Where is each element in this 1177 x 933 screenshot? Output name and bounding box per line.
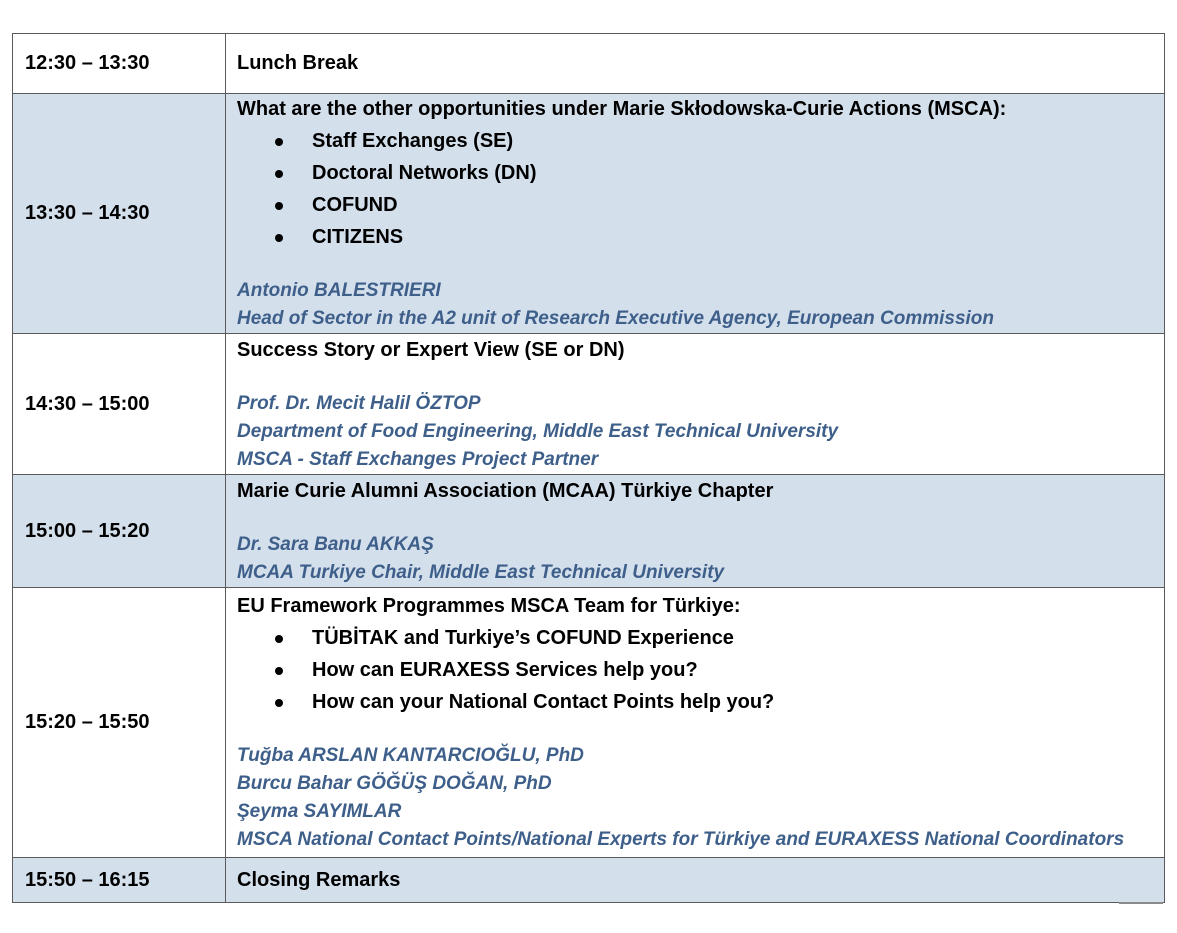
- topic-label: Staff Exchanges (SE): [312, 130, 514, 152]
- agenda-row: [13, 588, 1165, 858]
- speaker-role: MSCA - Staff Exchanges Project Partner: [237, 448, 599, 470]
- topic-label: How can EURAXESS Services help you?: [312, 659, 698, 681]
- agenda-row: [13, 34, 1165, 94]
- time-slot: 15:50 – 16:15: [13, 858, 226, 903]
- session-cell: [226, 858, 1165, 903]
- speaker-name: Antonio BALESTRIERI: [237, 280, 441, 301]
- bullet-icon: [275, 234, 283, 242]
- topic-item: [237, 157, 1164, 189]
- session-title: Marie Curie Alumni Association (MCAA) Türkiye Chapter: [237, 479, 774, 502]
- agenda-row: [13, 475, 1165, 588]
- time-slot: 14:30 – 15:00: [13, 334, 226, 475]
- session-topics: [237, 125, 1164, 253]
- agenda-row: [13, 94, 1165, 334]
- bullet-icon: [275, 699, 283, 707]
- speaker-name: Şeyma SAYIMLAR: [237, 801, 402, 822]
- speaker-name: Dr. Sara Banu AKKAŞ: [237, 533, 434, 555]
- speaker-name: Prof. Dr. Mecit Halil ÖZTOP: [237, 392, 481, 414]
- speaker-affiliation: Head of Sector in the A2 unit of Research Executive Agency, European Commission: [237, 308, 995, 329]
- session-title: Lunch Break: [237, 52, 359, 74]
- agenda-row: [13, 334, 1165, 475]
- topic-item: [237, 189, 1164, 221]
- topic-item: [237, 221, 1164, 253]
- time-slot: 13:30 – 14:30: [13, 94, 226, 334]
- speaker-affiliation: Department of Food Engineering, Middle East Technical University: [237, 420, 839, 442]
- speaker-affiliation: MSCA National Contact Points/National Experts for Türkiye and EURAXESS National Coordinators: [237, 829, 1125, 850]
- time-slot: 15:20 – 15:50: [13, 588, 226, 858]
- bullet-icon: [275, 202, 283, 210]
- topic-item: [237, 654, 1164, 686]
- bullet-icon: [275, 138, 283, 146]
- bullet-icon: [275, 635, 283, 643]
- speaker-affiliation: MCAA Turkiye Chair, Middle East Technical University: [237, 561, 725, 583]
- speaker-name: Burcu Bahar GÖĞÜŞ DOĞAN, PhD: [237, 773, 552, 794]
- session-cell: [226, 34, 1165, 94]
- session-title: EU Framework Programmes MSCA Team for Türkiye:: [237, 595, 741, 617]
- session-title: What are the other opportunities under Marie Skłodowska-Curie Actions (MSCA):: [237, 98, 1007, 120]
- time-slot: 15:00 – 15:20: [13, 475, 226, 588]
- session-cell: [226, 94, 1165, 334]
- topic-label: TÜBİTAK and Turkiye’s COFUND Experience: [312, 627, 734, 649]
- session-topics: [237, 622, 1164, 718]
- topic-item: [237, 686, 1164, 718]
- session-title: Success Story or Expert View (SE or DN): [237, 338, 625, 361]
- bullet-icon: [275, 667, 283, 675]
- topic-item: [237, 622, 1164, 654]
- topic-label: COFUND: [312, 194, 398, 216]
- topic-label: Doctoral Networks (DN): [312, 162, 537, 184]
- speaker-name: Tuğba ARSLAN KANTARCIOĞLU, PhD: [237, 745, 584, 766]
- topic-item: [237, 125, 1164, 157]
- session-cell: [226, 334, 1165, 475]
- agenda-row: [13, 858, 1165, 903]
- agenda-table: [12, 33, 1165, 903]
- session-title: Closing Remarks: [237, 868, 401, 891]
- bullet-icon: [275, 170, 283, 178]
- session-cell: [226, 588, 1165, 858]
- page-mark: [1119, 902, 1163, 904]
- topic-label: CITIZENS: [312, 226, 404, 248]
- session-cell: [226, 475, 1165, 588]
- topic-label: How can your National Contact Points help you?: [312, 691, 775, 713]
- time-slot: 12:30 – 13:30: [13, 34, 226, 94]
